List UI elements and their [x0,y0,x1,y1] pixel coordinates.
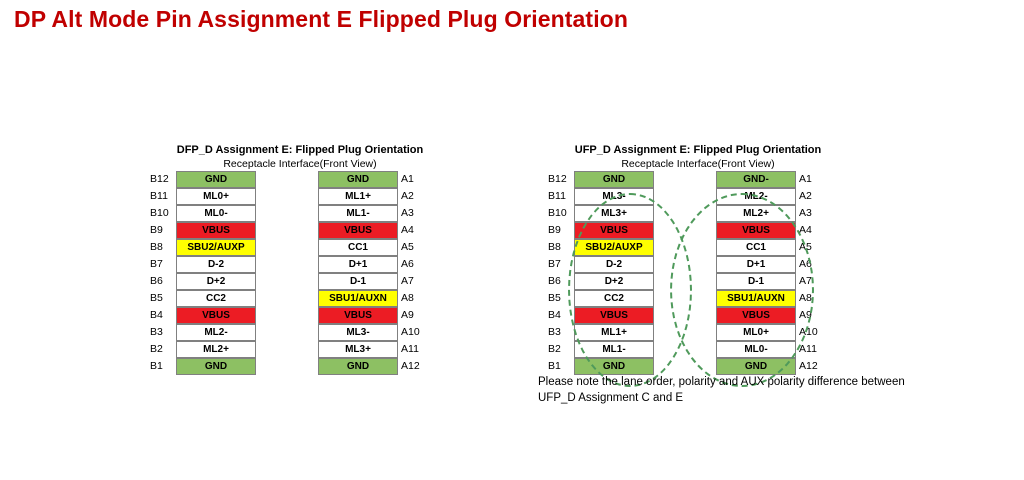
pin-label-right: A1 [799,173,812,185]
pin-label-right: A5 [799,241,812,253]
pin-label-right: A8 [401,292,414,304]
diagram-ufp-assignment-e [548,143,848,375]
diagram-dfp-assignment-e [150,143,450,375]
pin-cell-right: ML1- [318,205,398,222]
pin-label-left: B12 [548,173,567,185]
connector-gap [654,171,716,188]
table-row [150,307,450,324]
pin-cell-left: SBU2/AUXP [176,239,256,256]
connector-gap [256,307,318,324]
pin-label-left: B6 [150,275,163,287]
pin-label-right: A12 [401,360,420,372]
diagram-subtitle: Receptacle Interface(Front View) [621,158,775,170]
pin-cell-left: ML1- [574,341,654,358]
pin-cell-right: ML3+ [318,341,398,358]
pin-assignment-table [150,171,450,375]
pin-cell-left: D-2 [574,256,654,273]
pin-cell-left: ML1+ [574,324,654,341]
pin-cell-left: ML3- [574,188,654,205]
pin-label-left: B3 [548,326,561,338]
pin-label-right: A7 [799,275,812,287]
connector-gap [256,188,318,205]
note-text: Please note the lane order, polarity and AUX polarity difference between UFP_D Assignment C and E [538,376,905,404]
pin-label-right: A7 [401,275,414,287]
pin-label-right: A5 [401,241,414,253]
table-row [548,205,848,222]
connector-gap [256,273,318,290]
connector-gap [654,341,716,358]
pin-cell-right: GND [318,171,398,188]
pin-cell-right: ML0- [716,341,796,358]
pin-cell-left: SBU2/AUXP [574,239,654,256]
connector-gap [256,324,318,341]
connector-gap [256,171,318,188]
pin-cell-right: D-1 [318,273,398,290]
table-row [548,188,848,205]
pin-label-left: B5 [548,292,561,304]
pin-label-right: A10 [401,326,420,338]
pin-cell-left: CC2 [176,290,256,307]
table-row [150,171,450,188]
connector-gap [256,256,318,273]
pin-cell-left: D+2 [176,273,256,290]
connector-gap [654,256,716,273]
connector-gap [256,222,318,239]
table-row [150,205,450,222]
connector-gap [256,341,318,358]
table-row [548,290,848,307]
table-row [150,358,450,375]
pin-cell-right: VBUS [716,307,796,324]
table-row [548,222,848,239]
pin-cell-right: D+1 [716,256,796,273]
pin-label-left: B1 [150,360,163,372]
pin-label-left: B7 [150,258,163,270]
connector-gap [654,188,716,205]
connector-gap [654,273,716,290]
pin-label-left: B11 [548,190,566,202]
pin-cell-left: ML3+ [574,205,654,222]
pin-label-right: A2 [401,190,414,202]
connector-gap [256,290,318,307]
pin-label-left: B9 [150,224,163,236]
pin-label-left: B6 [548,275,561,287]
table-row [548,239,848,256]
connector-gap [654,222,716,239]
connector-gap [256,205,318,222]
connector-gap [654,307,716,324]
pin-label-left: B8 [548,241,561,253]
pin-cell-left: GND [176,358,256,375]
pin-label-right: A3 [799,207,812,219]
table-row [548,256,848,273]
pin-cell-left: VBUS [176,307,256,324]
table-row [150,222,450,239]
table-row [548,324,848,341]
pin-label-right: A1 [401,173,414,185]
pin-cell-left: GND [176,171,256,188]
pin-cell-left: VBUS [574,222,654,239]
pin-label-right: A12 [799,360,818,372]
pin-label-left: B4 [150,309,163,321]
pin-cell-right: VBUS [716,222,796,239]
pin-cell-right: CC1 [716,239,796,256]
table-row [548,341,848,358]
pin-label-left: B1 [548,360,561,372]
pin-label-right: A6 [401,258,414,270]
table-row [548,273,848,290]
table-row [150,188,450,205]
pin-cell-right: ML0+ [716,324,796,341]
pin-label-left: B2 [150,343,163,355]
pin-cell-right: VBUS [318,307,398,324]
pin-cell-left: D+2 [574,273,654,290]
diagram-subtitle: Receptacle Interface(Front View) [223,158,377,170]
pin-cell-left: GND [574,358,654,375]
pin-cell-right: ML3- [318,324,398,341]
pin-cell-right: GND [318,358,398,375]
pin-label-left: B12 [150,173,169,185]
table-row [150,341,450,358]
connector-gap [654,324,716,341]
table-row [150,239,450,256]
pin-label-left: B2 [548,343,561,355]
pin-label-right: A4 [799,224,812,236]
pin-label-right: A11 [799,343,817,355]
pin-label-right: A9 [799,309,812,321]
pin-cell-right: GND- [716,171,796,188]
pin-cell-right: D-1 [716,273,796,290]
connector-gap [256,358,318,375]
pin-cell-left: GND [574,171,654,188]
pin-cell-right: GND [716,358,796,375]
pin-label-right: A2 [799,190,812,202]
pin-cell-right: ML1+ [318,188,398,205]
pin-label-left: B7 [548,258,561,270]
pin-label-right: A10 [799,326,818,338]
table-row [548,171,848,188]
table-row [150,273,450,290]
pin-label-left: B10 [150,207,169,219]
table-row [548,307,848,324]
table-row [150,324,450,341]
pin-label-right: A3 [401,207,414,219]
table-row [548,358,848,375]
page-title: DP Alt Mode Pin Assignment E Flipped Plug Orientation [14,6,628,32]
pin-cell-left: ML2+ [176,341,256,358]
connector-gap [654,239,716,256]
diagram-title: UFP_D Assignment E: Flipped Plug Orientation [574,144,822,156]
pin-cell-left: CC2 [574,290,654,307]
pin-label-left: B3 [150,326,163,338]
pin-cell-right: SBU1/AUXN [716,290,796,307]
connector-gap [256,239,318,256]
pin-cell-left: ML0- [176,205,256,222]
pin-label-right: A9 [401,309,414,321]
table-row [150,290,450,307]
pin-label-right: A6 [799,258,812,270]
pin-label-left: B4 [548,309,561,321]
pin-label-left: B11 [150,190,168,202]
pin-label-left: B5 [150,292,163,304]
pin-cell-left: VBUS [574,307,654,324]
pin-cell-right: VBUS [318,222,398,239]
pin-assignment-table [548,171,848,375]
connector-gap [654,205,716,222]
pin-cell-left: ML2- [176,324,256,341]
pin-label-right: A8 [799,292,812,304]
pin-cell-left: D-2 [176,256,256,273]
pin-cell-left: ML0+ [176,188,256,205]
connector-gap [654,290,716,307]
pin-cell-right: ML2- [716,188,796,205]
pin-cell-right: SBU1/AUXN [318,290,398,307]
pin-label-left: B9 [548,224,561,236]
pin-label-left: B10 [548,207,567,219]
pin-cell-right: ML2+ [716,205,796,222]
pin-cell-left: VBUS [176,222,256,239]
diagram-title: DFP_D Assignment E: Flipped Plug Orientation [176,144,424,156]
pin-cell-right: D+1 [318,256,398,273]
connector-gap [654,358,716,375]
pin-cell-right: CC1 [318,239,398,256]
pin-label-left: B8 [150,241,163,253]
table-row [150,256,450,273]
pin-label-right: A4 [401,224,414,236]
pin-label-right: A11 [401,343,419,355]
